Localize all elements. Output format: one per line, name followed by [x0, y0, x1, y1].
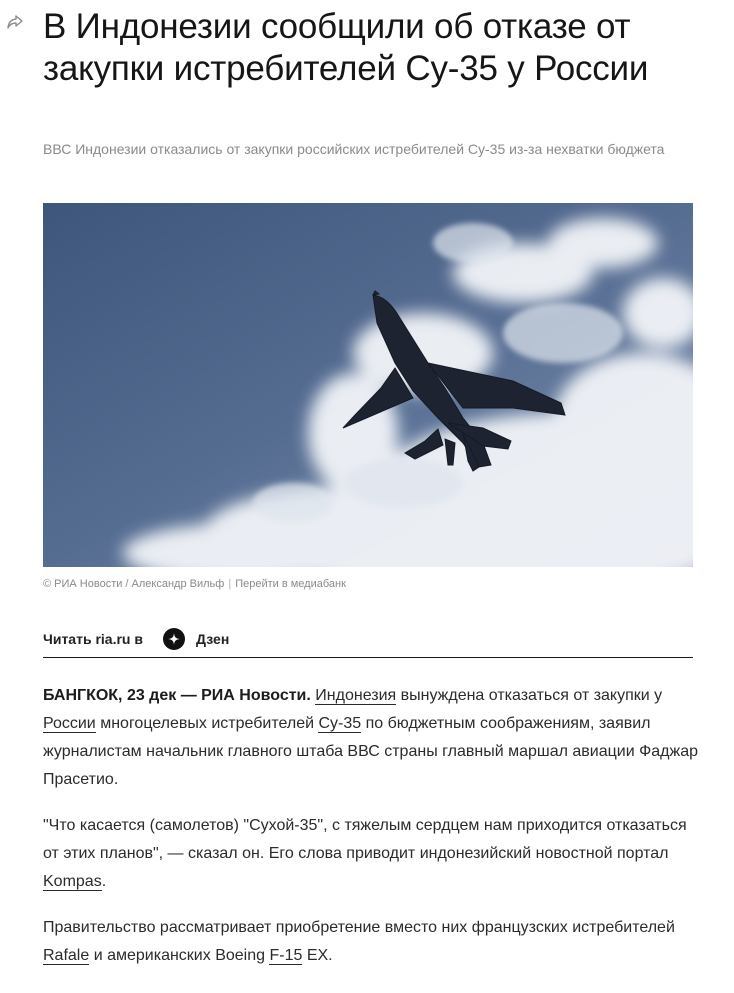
credit-separator: |: [228, 578, 232, 590]
source-link-kompas[interactable]: Kompas: [43, 873, 102, 890]
image-credit-text: © РИА Новости / Александр Вильф: [43, 578, 225, 590]
mediabank-link[interactable]: Перейти в медиабанк: [235, 578, 346, 590]
tag-link-su35[interactable]: Су-35: [318, 715, 362, 732]
tag-link-f15[interactable]: F-15: [269, 947, 303, 964]
dateline: БАНГКОК, 23 дек — РИА Новости.: [43, 687, 311, 704]
article-paragraph: [43, 812, 703, 896]
paragraph-text: EX.: [306, 947, 333, 964]
article-hero-image[interactable]: [43, 203, 693, 567]
article-subtitle: ВВС Индонезии отказались от закупки российских истребителей Су-35 из-за нехватки бюджета: [43, 141, 665, 157]
article-paragraph: [43, 682, 703, 794]
paragraph-text: по бюджетным соображениям, заявил журналистам начальник главного штаба ВВС страны главный маршал авиации Фаджар Прасетио.: [43, 715, 698, 788]
image-credit: [43, 577, 346, 591]
tag-link-rafale[interactable]: Rafale: [43, 947, 90, 964]
paragraph-text: "Что касается (самолетов) "Сухой-35", с тяжелым сердцем нам приходится отказаться от этих планов", — сказал он. Его слова приводит индонезийский новостной портал: [43, 817, 687, 862]
article-body: [43, 682, 703, 988]
article-paragraph: [43, 914, 703, 970]
fighter-jet-photo: [43, 203, 693, 567]
paragraph-text: Правительство рассматривает приобретение вместо них французских истребителей: [43, 919, 675, 936]
tag-link-russia[interactable]: России: [43, 715, 96, 732]
dzen-link[interactable]: Дзен: [195, 630, 230, 647]
article-title: В Индонезии сообщили об отказе от закупки истребителей Су-35 у России: [43, 7, 649, 88]
dzen-subscribe-row[interactable]: [43, 624, 693, 658]
tag-link-indonesia[interactable]: Индонезия: [315, 687, 397, 704]
share-icon[interactable]: [6, 14, 24, 30]
paragraph-text: многоцелевых истребителей: [100, 715, 315, 732]
paragraph-text: .: [101, 873, 107, 890]
dzen-lead-text: Читать ria.ru в: [43, 630, 143, 647]
dzen-star-icon[interactable]: [163, 628, 185, 650]
paragraph-text: и американских Boeing: [93, 947, 266, 964]
paragraph-text: вынуждена отказаться от закупки у: [400, 687, 663, 704]
